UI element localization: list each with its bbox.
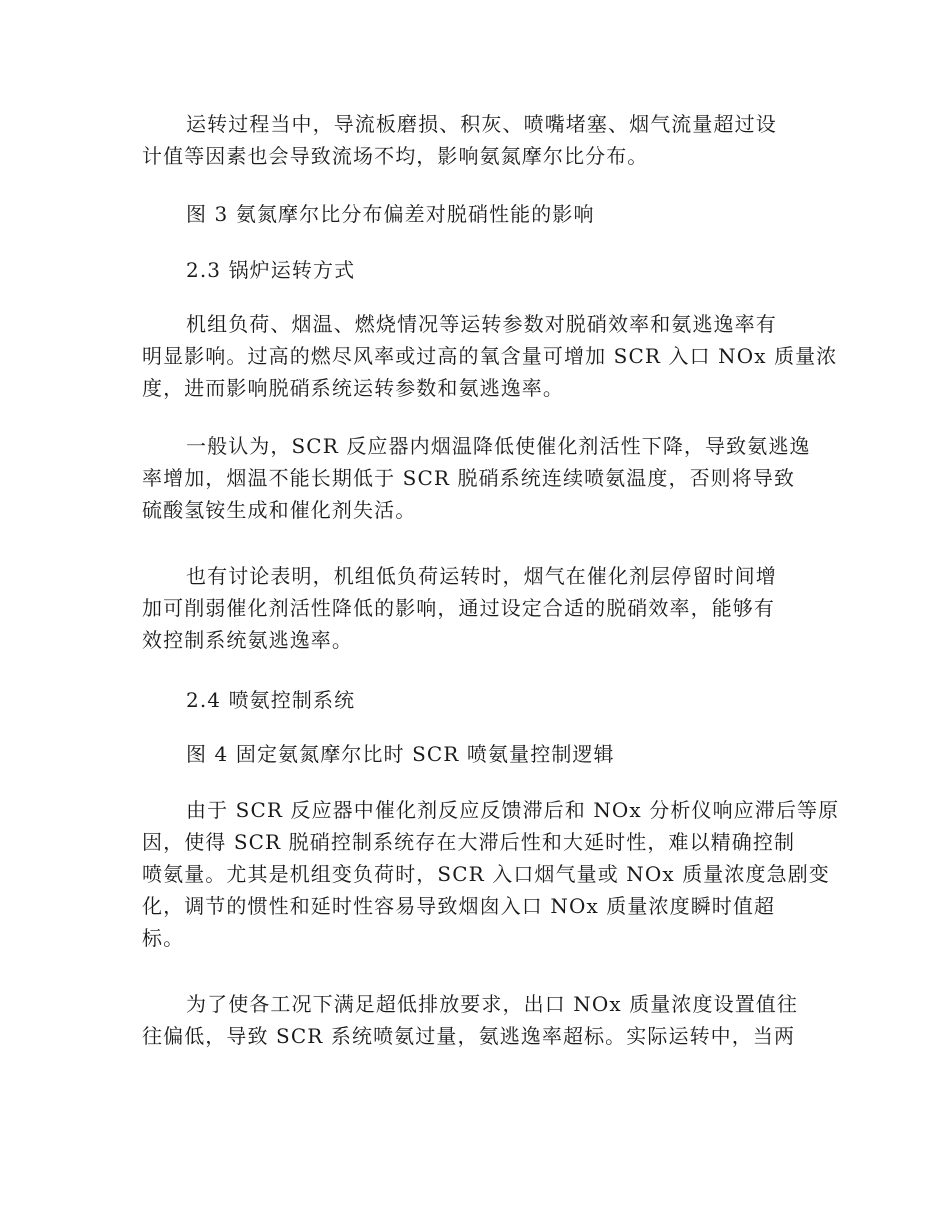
text-line: 一般认为，SCR 反应器内烟温降低使催化剂活性下降，导致氨逃逸 bbox=[186, 434, 811, 458]
text-line: 往偏低，导致 SCR 系统喷氨过量，氨逃逸率超标。实际运转中，当两 bbox=[142, 1024, 796, 1048]
paragraph-operating-params bbox=[142, 308, 838, 404]
text-line: 喷氨量。尤其是机组变负荷时，SCR 入口烟气量或 NOx 质量浓度急剧变 bbox=[142, 862, 830, 886]
paragraph-low-load bbox=[142, 560, 812, 656]
text-line: 计值等因素也会导致流场不均，影响氨氮摩尔比分布。 bbox=[142, 144, 649, 168]
section-heading-2-3 bbox=[142, 254, 812, 286]
figure-caption-4 bbox=[142, 738, 812, 770]
text-line: 也有讨论表明，机组低负荷运转时，烟气在催化剂层停留时间增 bbox=[186, 564, 777, 588]
paragraph-flue-temperature bbox=[142, 430, 812, 526]
paragraph-control-lag bbox=[142, 794, 840, 954]
text-line: 效控制系统氨逃逸率。 bbox=[142, 628, 353, 652]
text-line: 硫酸氢铵生成和催化剂失活。 bbox=[142, 498, 417, 522]
text-line: 由于 SCR 反应器中催化剂反应反馈滞后和 NOx 分析仪响应滞后等原 bbox=[186, 798, 840, 822]
section-heading-2-4 bbox=[142, 684, 812, 716]
text-line: 化，调节的惯性和延时性容易导致烟囱入口 NOx 质量浓度瞬时值超 bbox=[142, 894, 776, 918]
text-line: 为了使各工况下满足超低排放要求，出口 NOx 质量浓度设置值往 bbox=[186, 992, 798, 1016]
heading-line: 2.4 喷氨控制系统 bbox=[186, 688, 356, 712]
caption-line: 图 3 氨氮摩尔比分布偏差对脱硝性能的影响 bbox=[186, 202, 595, 226]
text-line: 机组负荷、烟温、燃烧情况等运转参数对脱硝效率和氨逃逸率有 bbox=[186, 312, 777, 336]
paragraph-flow-field bbox=[142, 108, 812, 172]
paragraph-ultra-low-emission bbox=[142, 988, 812, 1052]
text-line: 标。 bbox=[142, 926, 185, 950]
text-line: 运转过程当中，导流板磨损、积灰、喷嘴堵塞、烟气流量超过设 bbox=[186, 112, 777, 136]
text-line: 率增加，烟温不能长期低于 SCR 脱硝系统连续喷氨温度，否则将导致 bbox=[142, 466, 796, 490]
figure-caption-3 bbox=[142, 198, 812, 230]
text-line: 因，使得 SCR 脱硝控制系统存在大滞后性和大延时性，难以精确控制 bbox=[142, 830, 796, 854]
heading-line: 2.3 锅炉运转方式 bbox=[186, 258, 356, 282]
text-line: 度，进而影响脱硝系统运转参数和氨逃逸率。 bbox=[142, 376, 564, 400]
text-line: 明显影响。过高的燃尽风率或过高的氧含量可增加 SCR 入口 NOx 质量浓 bbox=[142, 344, 838, 368]
caption-line: 图 4 固定氨氮摩尔比时 SCR 喷氨量控制逻辑 bbox=[186, 742, 615, 766]
text-line: 加可削弱催化剂活性降低的影响，通过设定合适的脱硝效率，能够有 bbox=[142, 596, 775, 620]
